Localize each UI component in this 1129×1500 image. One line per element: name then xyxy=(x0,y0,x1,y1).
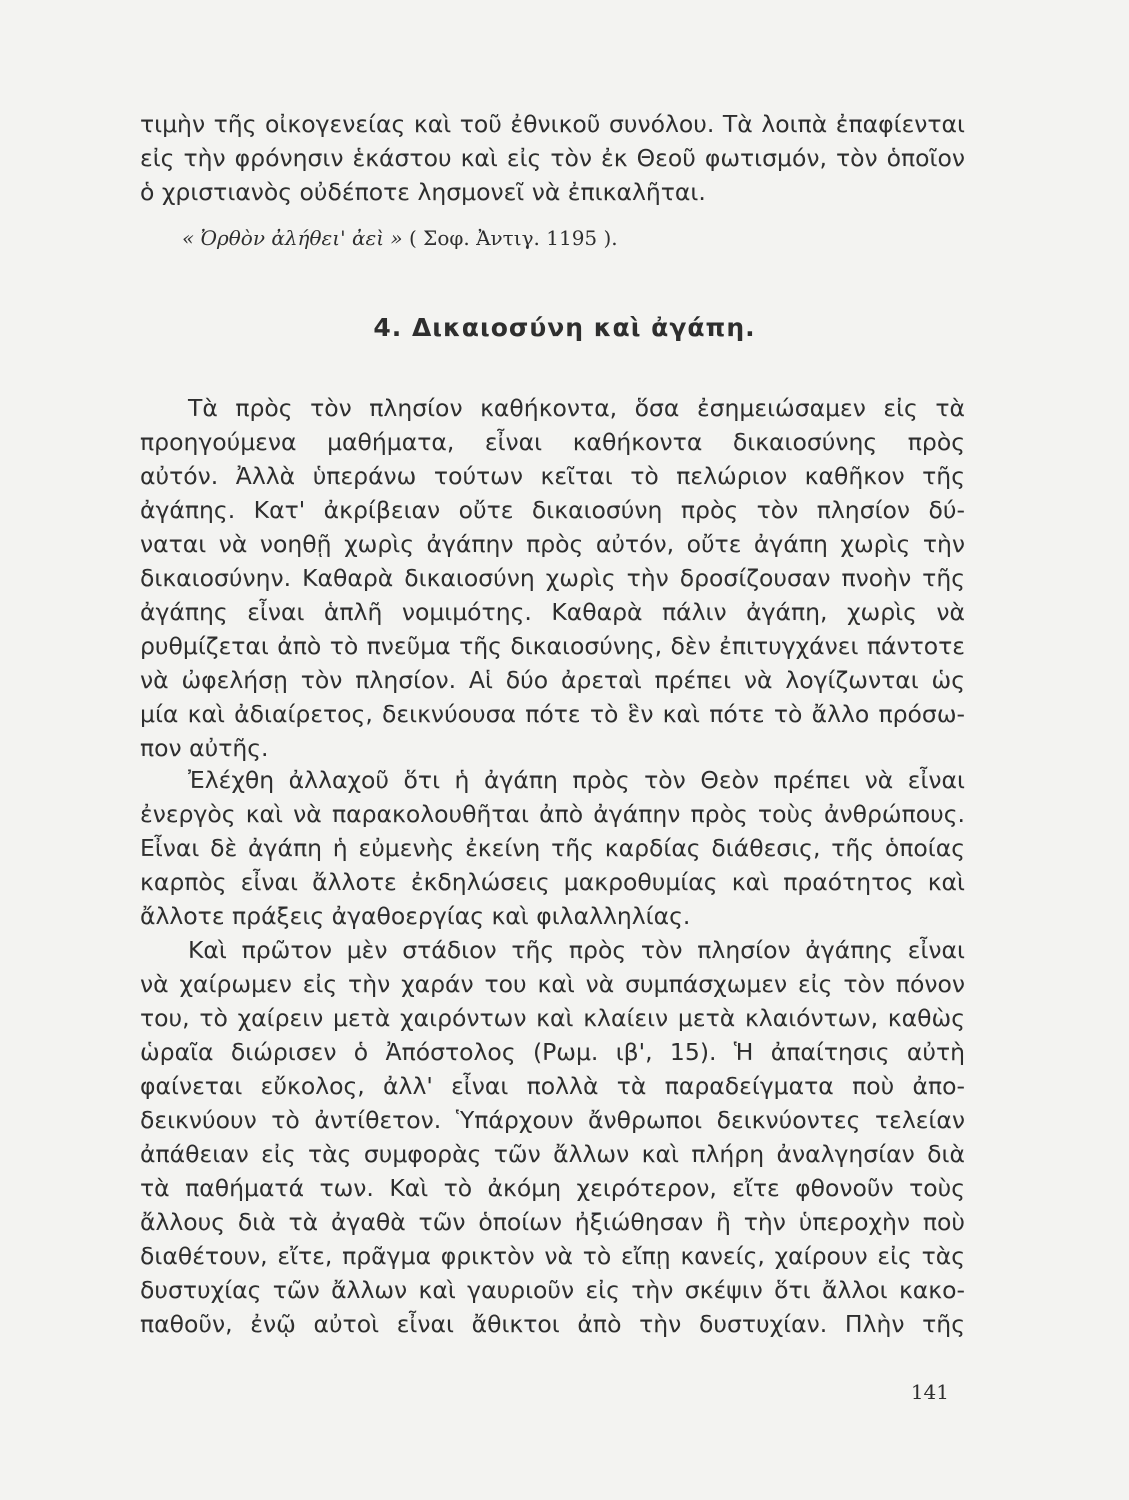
paragraph-line: φαίνεται εὔκολος, ἀλλ' εἶναι πολλὰ τὰ παραδείγματα ποὺ ἀπο- xyxy=(140,1072,965,1100)
paragraph-line: Ἐλέχθη ἀλλαχοῦ ὅτι ἡ ἀγάπη πρὸς τὸν Θεὸν πρέπει νὰ εἶναι xyxy=(188,766,965,794)
page-number: 141 xyxy=(910,1380,949,1404)
paragraph-line: δεικνύουν τὸ ἀντίθετον. Ὑπάρχουν ἄνθρωποι δεικνύοντες τελείαν xyxy=(140,1106,965,1134)
paragraph-line: αὐτόν. Ἀλλὰ ὑπεράνω τούτων κεῖται τὸ πελώριον καθῆκον τῆς xyxy=(140,462,965,490)
paragraph-line: νὰ ὠφελήσῃ τὸν πλησίον. Αἱ δύο ἀρεταὶ πρέπει νὰ λογίζωνται ὡς xyxy=(140,666,965,694)
paragraph-line: ἄλλους διὰ τὰ ἀγαθὰ τῶν ὁποίων ἠξιώθησαν ἢ τὴν ὑπεροχὴν ποὺ xyxy=(140,1208,965,1236)
paragraph-line: δικαιοσύνην. Καθαρὰ δικαιοσύνη χωρὶς τὴν δροσίζουσαν πνοὴν τῆς xyxy=(140,564,965,592)
section-heading: 4. Δικαιοσύνη καὶ ἀγάπη. xyxy=(373,313,756,342)
paragraph-line: προηγούμενα μαθήματα, εἶναι καθήκοντα δικαιοσύνης πρὸς xyxy=(140,428,965,456)
paragraph-line: πον αὐτῆς. xyxy=(140,734,269,762)
text-line: εἰς τὴν φρόνησιν ἑκάστου καὶ εἰς τὸν ἐκ Θεοῦ φωτισμόν, τὸν ὁποῖον xyxy=(140,144,965,172)
text-line: τιμὴν τῆς οἰκογενείας καὶ τοῦ ἐθνικοῦ συνόλου. Τὰ λοιπὰ ἐπαφίενται xyxy=(140,110,965,138)
quote-text: « Ὀρθὸν ἀλήθει' ἀεὶ » xyxy=(182,226,403,250)
paragraph-line: ἀγάπης. Κατ' ἀκρίβειαν οὔτε δικαιοσύνη πρὸς τὸν πλησίον δύ- xyxy=(140,496,965,524)
paragraph-line: διαθέτουν, εἴτε, πρᾶγμα φρικτὸν νὰ τὸ εἴπῃ κανείς, χαίρουν εἰς τὰς xyxy=(140,1242,965,1270)
paragraph-line: καρπὸς εἶναι ἄλλοτε ἐκδηλώσεις μακροθυμίας καὶ πραότητος καὶ xyxy=(140,868,965,896)
paragraph-line: ἀπάθειαν εἰς τὰς συμφορὰς τῶν ἄλλων καὶ πλήρη ἀναλγησίαν διὰ xyxy=(140,1140,965,1168)
paragraph-line: παθοῦν, ἐνῷ αὐτοὶ εἶναι ἄθικτοι ἀπὸ τὴν δυστυχίαν. Πλὴν τῆς xyxy=(140,1310,965,1338)
paragraph-line: ὡραῖα διώρισεν ὁ Ἀπόστολος (Ρωμ. ιβ', 15). Ἡ ἀπαίτησις αὐτὴ xyxy=(140,1038,965,1066)
paragraph-line: δυστυχίας τῶν ἄλλων καὶ γαυριοῦν εἰς τὴν σκέψιν ὅτι ἄλλοι κακο- xyxy=(140,1276,965,1304)
quotation xyxy=(182,222,618,254)
paragraph-line: Τὰ πρὸς τὸν πλησίον καθήκοντα, ὅσα ἐσημειώσαμεν εἰς τὰ xyxy=(188,394,965,422)
paragraph-line: Εἶναι δὲ ἀγάπη ἡ εὐμενὴς ἐκείνη τῆς καρδίας διάθεσις, τῆς ὁποίας xyxy=(140,834,965,862)
paragraph-line: ἄλλοτε πράξεις ἀγαθοεργίας καὶ φιλαλληλίας. xyxy=(140,902,691,930)
paragraph-line: νὰ χαίρωμεν εἰς τὴν χαράν του καὶ νὰ συμπάσχωμεν εἰς τὸν πόνον xyxy=(140,970,965,998)
text-line: ὁ χριστιανὸς οὐδέποτε λησμονεῖ νὰ ἐπικαλῆται. xyxy=(140,178,706,206)
paragraph-line: ναται νὰ νοηθῇ χωρὶς ἀγάπην πρὸς αὐτόν, οὔτε ἀγάπη χωρὶς τὴν xyxy=(140,530,965,558)
quote-source: ( Σοφ. Ἀντιγ. 1195 ). xyxy=(409,226,618,250)
paragraph-line: του, τὸ χαίρειν μετὰ χαιρόντων καὶ κλαίειν μετὰ κλαιόντων, καθὼς xyxy=(140,1004,965,1032)
paragraph-line: μία καὶ ἀδιαίρετος, δεικνύουσα πότε τὸ ἓν καὶ πότε τὸ ἄλλο πρόσω- xyxy=(140,700,965,728)
paragraph-line: Καὶ πρῶτον μὲν στάδιον τῆς πρὸς τὸν πλησίον ἀγάπης εἶναι xyxy=(188,936,965,964)
paragraph-line: ρυθμίζεται ἀπὸ τὸ πνεῦμα τῆς δικαιοσύνης, δὲν ἐπιτυγχάνει πάντοτε xyxy=(140,632,965,660)
paragraph-line: τὰ παθήματά των. Καὶ τὸ ἀκόμη χειρότερον, εἴτε φθονοῦν τοὺς xyxy=(140,1174,965,1202)
paragraph-line: ἀγάπης εἶναι ἁπλῆ νομιμότης. Καθαρὰ πάλιν ἀγάπη, χωρὶς νὰ xyxy=(140,598,965,626)
paragraph-line: ἐνεργὸς καὶ νὰ παρακολουθῆται ἀπὸ ἀγάπην πρὸς τοὺς ἀνθρώπους. xyxy=(140,800,965,828)
